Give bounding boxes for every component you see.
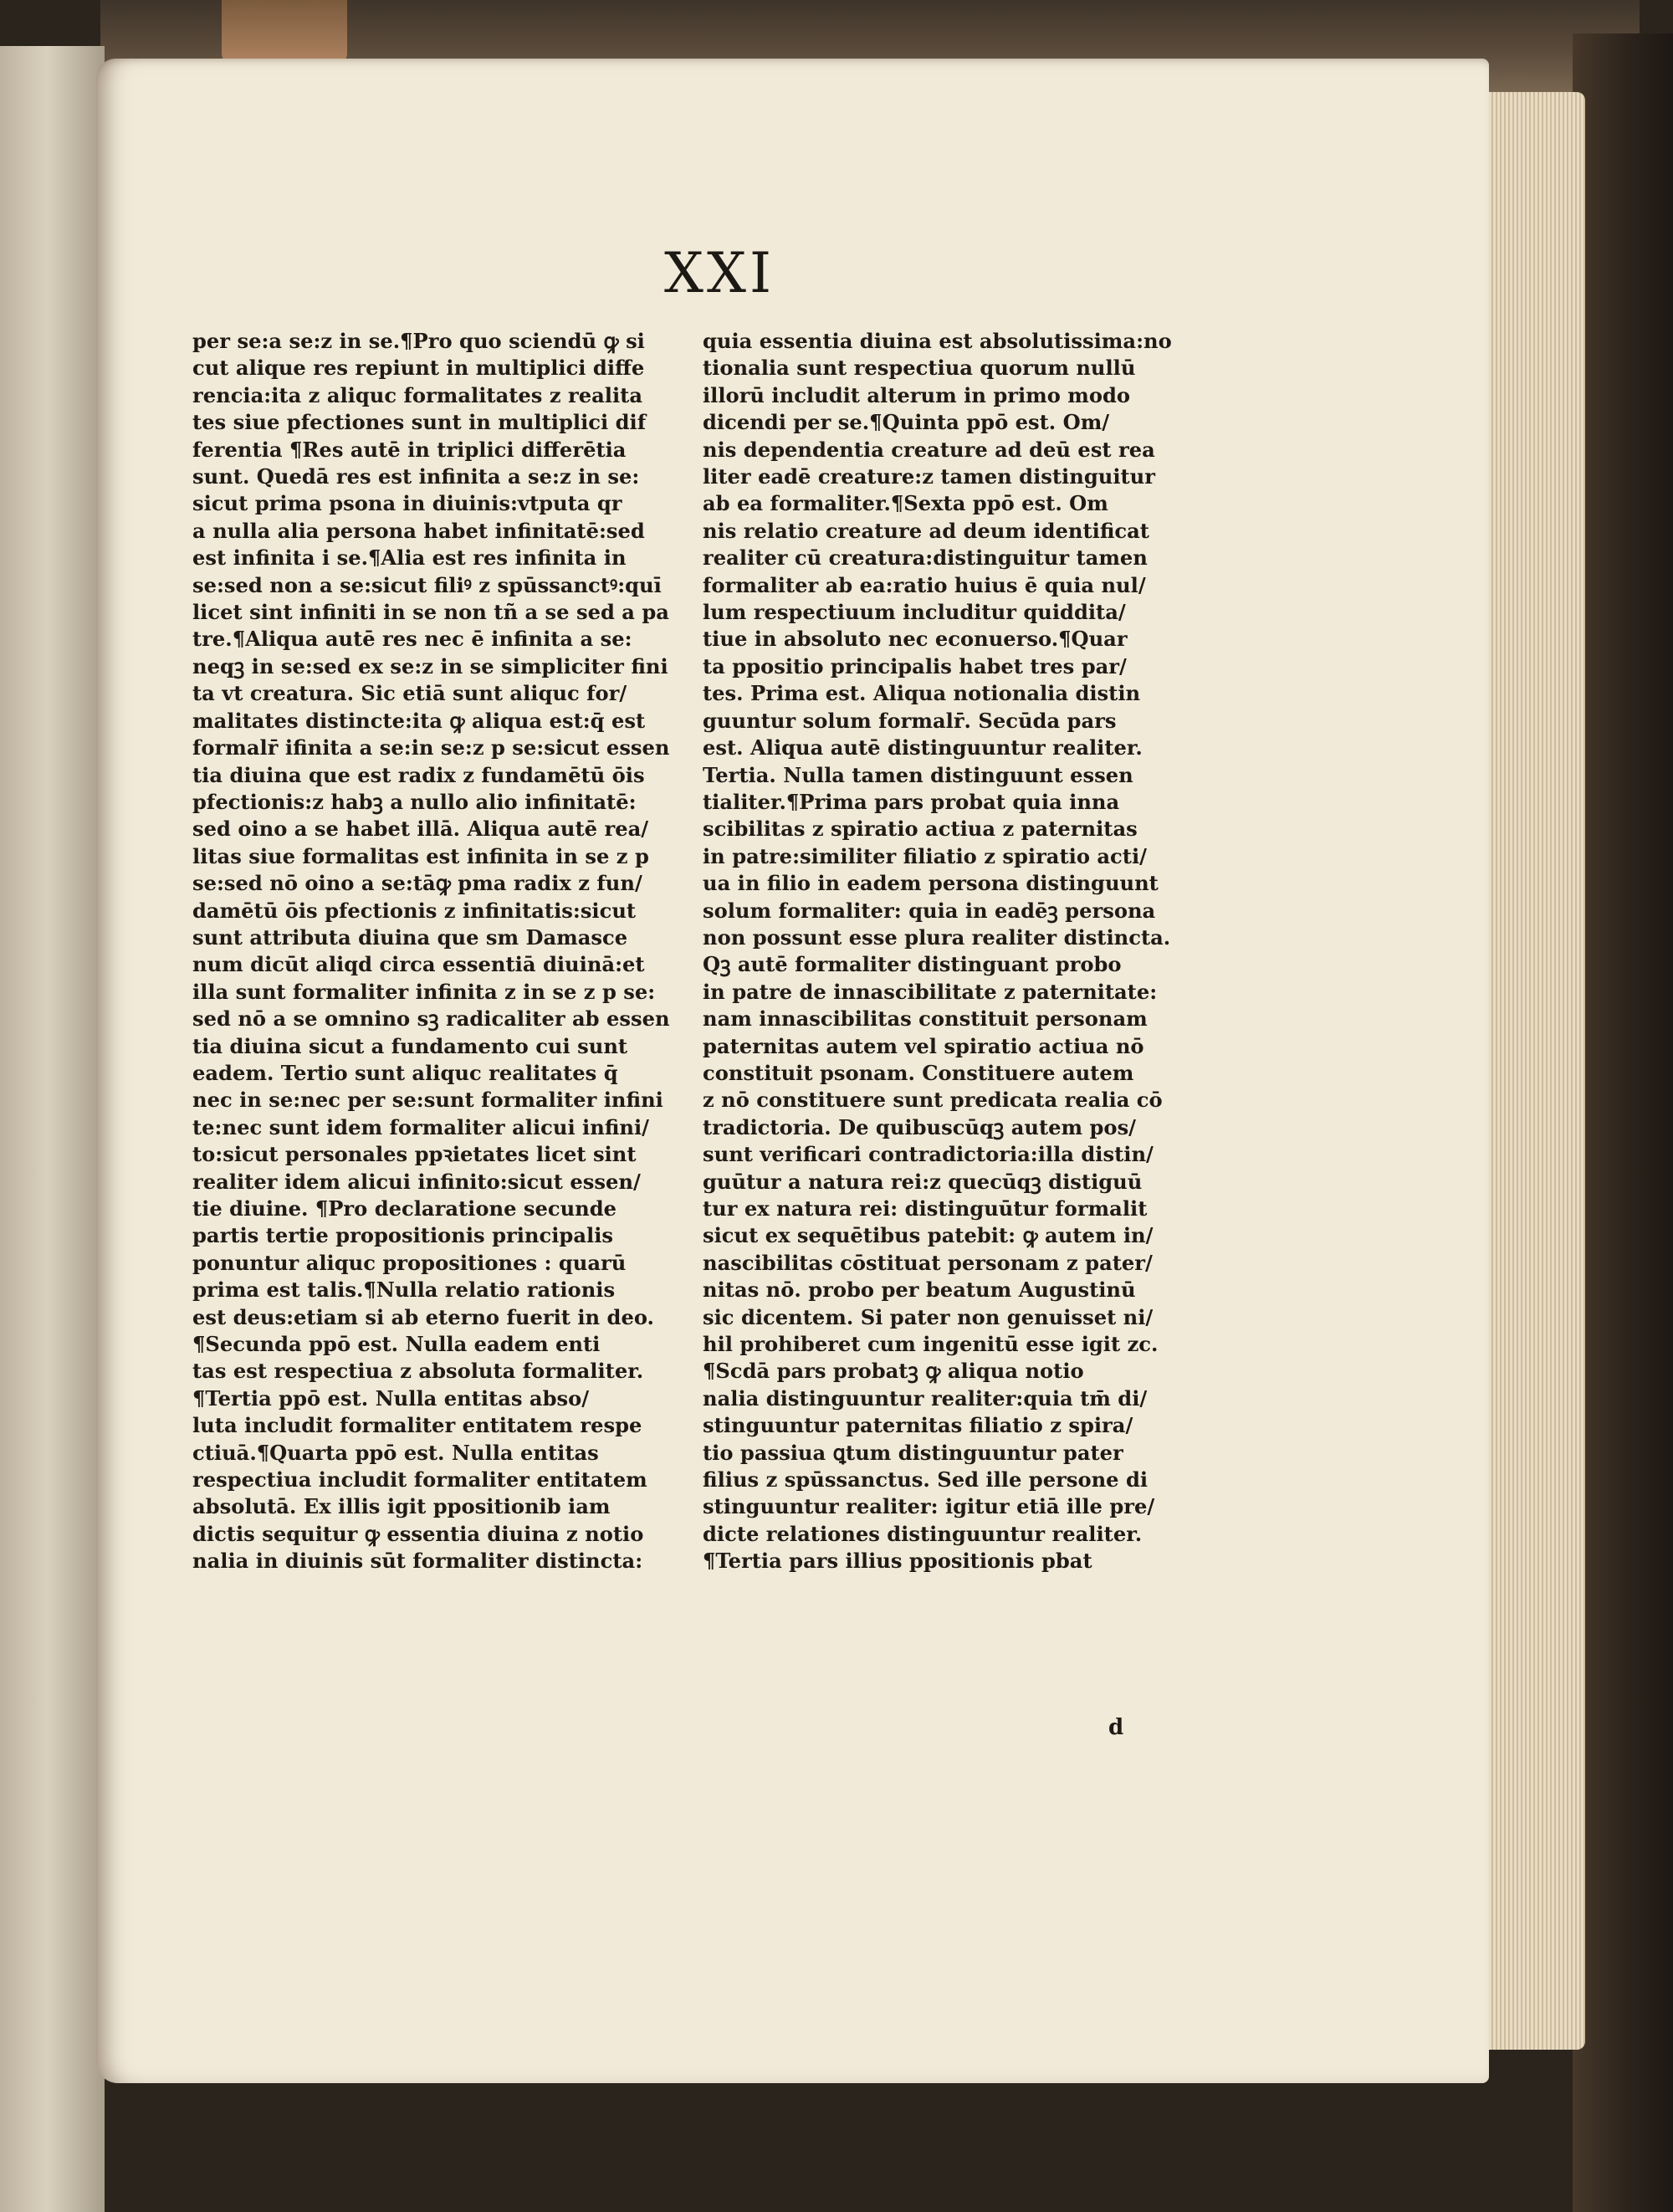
- text-line: guūtur a natura rei:z quecūqꝫ distiguū: [703, 1169, 1143, 1194]
- text-line: nitas nō. probo per beatum Augustinū: [703, 1278, 1136, 1303]
- text-line: ponuntur aliquc propositiones : quarū: [192, 1250, 627, 1275]
- text-line: prima est talis.¶Nulla relatio rationis: [192, 1278, 616, 1303]
- text-line: realiter cū creatura:distinguitur tamen: [703, 545, 1148, 571]
- text-line: num dicūt aliqd circa essentiā diuinā:et: [192, 952, 645, 977]
- leaf-number: XXI: [663, 241, 775, 305]
- text-line: lum respectiuum includitur quiddita/: [703, 600, 1126, 625]
- text-line: tionalia sunt respectiua quorum nullū: [703, 356, 1136, 381]
- text-line: ¶Tertia pars illius ppositionis pbat: [703, 1549, 1092, 1574]
- text-line: tia diuina sicut a fundamento cui sunt: [192, 1033, 628, 1058]
- text-line: sicut prima psona in diuinis:vtputa qr: [192, 491, 622, 516]
- page-edges-stack: [1476, 92, 1585, 2050]
- text-line: stinguuntur realiter: igitur etiā ille pre/: [703, 1494, 1155, 1519]
- text-line: tia diuina que est radix z fundamētū ōis: [192, 762, 645, 787]
- text-line: quia essentia diuina est absolutissima:no: [703, 329, 1172, 353]
- text-line: ta vt creatura. Sic etiā sunt aliquc for/: [192, 681, 627, 706]
- text-line: se:sed non a se:sicut filiꝰ z spūssanctꝰ:quī: [192, 572, 662, 597]
- text-line: a nulla alia persona habet infinitatē:sed: [192, 518, 645, 543]
- text-line: realiter idem alicui infinito:sicut essen/: [192, 1169, 641, 1194]
- text-line: damētū ōis pfectionis z infinitatis:sicut: [192, 898, 637, 923]
- text-line: nalia distinguuntur realiter:quia tm̄ di/: [703, 1385, 1148, 1411]
- text-line: respectiua includit formaliter entitatem: [192, 1467, 647, 1493]
- text-line: Tertia. Nulla tamen distinguunt essen: [703, 762, 1133, 787]
- text-line: stinguuntur paternitas filiatio z spira/: [703, 1413, 1133, 1438]
- text-line: tes. Prima est. Aliqua notionalia distin: [703, 681, 1141, 706]
- text-line: tur ex natura rei: distinguūtur formalit: [703, 1196, 1148, 1221]
- text-line: dicte relationes distinguuntur realiter.: [703, 1521, 1143, 1546]
- text-line: nam innascibilitas constituit personam: [703, 1006, 1148, 1032]
- text-line: tie diuine. ¶Pro declaratione secunde: [192, 1196, 617, 1221]
- text-line: neqꝫ in se:sed ex se:z in se simpliciter fini: [192, 653, 668, 678]
- text-line: in patre:similiter filiatio z spiratio acti/: [703, 843, 1147, 868]
- text-line: Qꝫ autē formaliter distinguant probo: [703, 952, 1122, 977]
- facing-page-edge: [0, 46, 105, 2212]
- text-line: tas est respectiua z absoluta formaliter.: [192, 1359, 644, 1384]
- text-line: nis relatio creature ad deum identificat: [703, 518, 1149, 543]
- text-line: per se:a se:z in se.¶Pro quo sciendū ꝙ si: [192, 329, 645, 353]
- text-line: guuntur solum formalr̄. Secūda pars: [703, 708, 1117, 733]
- text-line: sunt attributa diuina que sm Damasce: [192, 924, 628, 950]
- text-line: sicut ex sequētibus patebit: ꝙ autem in/: [703, 1223, 1154, 1248]
- text-line: non possunt esse plura realiter distincta.: [703, 924, 1171, 950]
- text-line: malitates distincte:ita ꝙ aliqua est:q̄ est: [192, 708, 646, 733]
- text-line: scibilitas z spiratio actiua z paternitas: [703, 817, 1138, 842]
- text-line: tio passiua ꝗtum distinguuntur pater: [703, 1440, 1123, 1465]
- text-line: filius z spūssanctus. Sed ille persone di: [703, 1467, 1149, 1493]
- text-line: formalr̄ ifinita a se:in se:z p se:sicut essen: [192, 735, 670, 760]
- text-line: est deus:etiam si ab eterno fuerit in deo.: [192, 1304, 654, 1329]
- signature-mark: d: [1108, 1715, 1124, 1740]
- text-line: sunt. Quedā res est infinita a se:z in se:: [192, 464, 640, 489]
- text-line: ctiuā.¶Quarta ppō est. Nulla entitas: [192, 1440, 599, 1465]
- text-line: sunt verificari contradictoria:illa distin/: [703, 1142, 1154, 1167]
- text-line: z nō constituere sunt predicata realia cō: [703, 1088, 1163, 1113]
- text-line: ab ea formaliter.¶Sexta ppō est. Om: [703, 491, 1108, 516]
- text-line: sed nō a se omnino sꝫ radicaliter ab essen: [192, 1006, 670, 1032]
- text-column-right: [703, 328, 1205, 1575]
- text-line: cut alique res repiunt in multiplici diffe: [192, 356, 645, 381]
- text-line: litas siue formalitas est infinita in se z p: [192, 843, 649, 868]
- text-line: absolutā. Ex illis igit ppositionib iam: [192, 1494, 611, 1519]
- text-line: partis tertie propositionis principalis: [192, 1223, 614, 1248]
- text-line: ¶Tertia ppō est. Nulla entitas abso/: [192, 1385, 590, 1411]
- text-line: est infinita i se.¶Alia est res infinita in: [192, 545, 627, 571]
- text-line: tradictoria. De quibuscūqꝫ autem pos/: [703, 1114, 1137, 1139]
- text-line: ta ppositio principalis habet tres par/: [703, 653, 1127, 678]
- text-line: ua in filio in eadem persona distinguunt: [703, 871, 1159, 896]
- text-line: se:sed nō oino a se:tāꝙ pma radix z fun/: [192, 871, 642, 896]
- text-line: pfectionis:z habꝫ a nullo alio infinitatē:: [192, 789, 637, 814]
- text-line: constituit psonam. Constituere autem: [703, 1060, 1134, 1085]
- text-line: est. Aliqua autē distinguuntur realiter.: [703, 735, 1143, 760]
- text-line: paternitas autem vel spiratio actiua nō: [703, 1033, 1144, 1058]
- text-line: nascibilitas cōstituat personam z pater/: [703, 1250, 1153, 1275]
- book-cover-right: [1573, 33, 1673, 2212]
- text-line: nis dependentia creature ad deū est rea: [703, 437, 1155, 462]
- text-line: illorū includit alterum in primo modo: [703, 382, 1131, 407]
- text-line: to:sicut personales ppꝛietates licet sint: [192, 1142, 637, 1167]
- text-line: ferentia ¶Res autē in triplici differētia: [192, 437, 627, 462]
- text-line: in patre de innascibilitate z paternitate:: [703, 979, 1158, 1004]
- text-line: hil prohiberet cum ingenitū esse igit zc.: [703, 1332, 1159, 1357]
- text-line: luta includit formaliter entitatem respe: [192, 1413, 642, 1438]
- text-line: tiue in absoluto nec econuerso.¶Quar: [703, 627, 1128, 652]
- leather-tab: [222, 0, 347, 65]
- text-line: eadem. Tertio sunt aliquc realitates q̄: [192, 1060, 618, 1085]
- text-line: nec in se:nec per se:sunt formaliter infini: [192, 1088, 663, 1113]
- text-line: tialiter.¶Prima pars probat quia inna: [703, 789, 1120, 814]
- text-line: dicendi per se.¶Quinta ppō est. Om/: [703, 410, 1110, 435]
- text-line: dictis sequitur ꝙ essentia diuina z notio: [192, 1521, 644, 1546]
- text-line: te:nec sunt idem formaliter alicui infini/: [192, 1114, 650, 1139]
- text-line: sed oino a se habet illā. Aliqua autē rea/: [192, 817, 649, 842]
- text-line: formaliter ab ea:ratio huius ē quia nul/: [703, 572, 1146, 597]
- text-line: rencia:ita z aliquc formalitates z realita: [192, 382, 643, 407]
- text-line: ¶Scdā pars probatꝫ ꝙ aliqua notio: [703, 1359, 1084, 1384]
- text-line: ¶Secunda ppō est. Nulla eadem enti: [192, 1332, 601, 1357]
- text-column-left: [192, 328, 694, 1575]
- text-line: illa sunt formaliter infinita z in se z p se:: [192, 979, 656, 1004]
- text-line: liter eadē creature:z tamen distinguitur: [703, 464, 1156, 489]
- text-line: tre.¶Aliqua autē res nec ē infinita a se:: [192, 627, 632, 652]
- text-line: solum formaliter: quia in eadēꝫ persona: [703, 898, 1156, 923]
- text-line: tes siue pfectiones sunt in multiplici dif: [192, 410, 647, 435]
- text-line: sic dicentem. Si pater non genuisset ni/: [703, 1304, 1154, 1329]
- text-line: licet sint infiniti in se non tñ a se sed a pa: [192, 600, 669, 625]
- text-line: nalia in diuinis sūt formaliter distincta:: [192, 1549, 643, 1574]
